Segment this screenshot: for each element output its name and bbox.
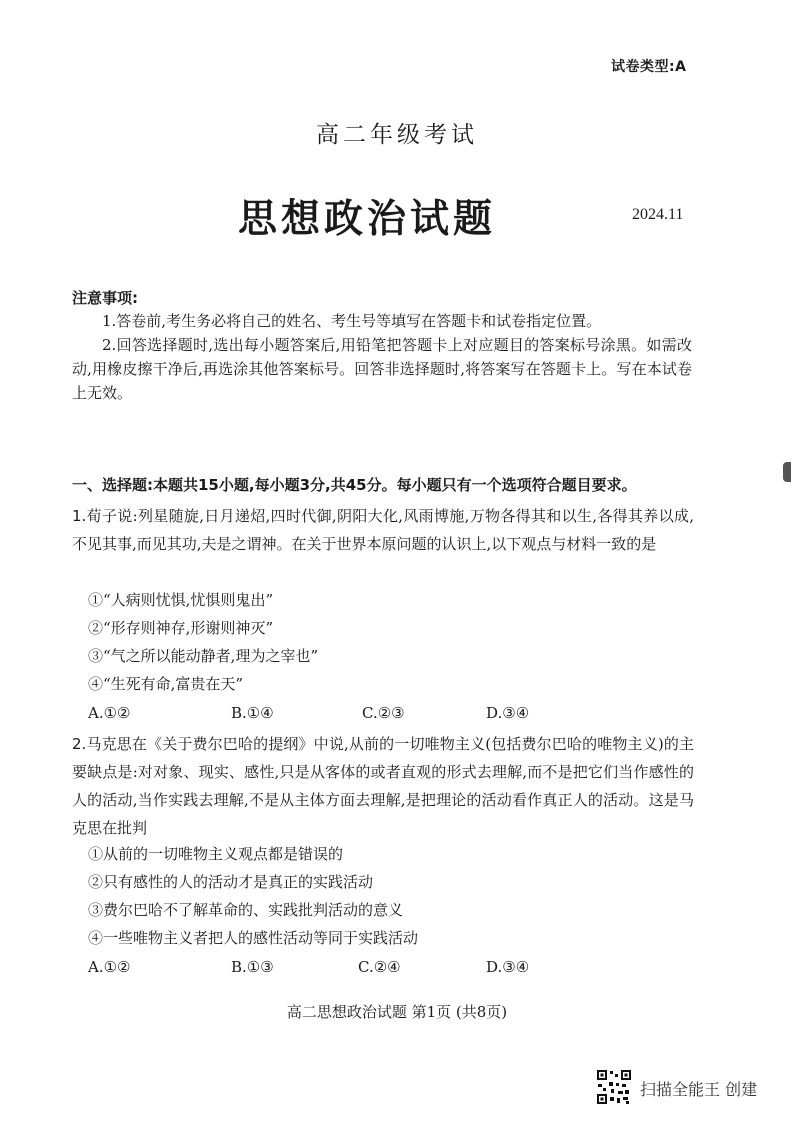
question-2-choice-d[interactable]: D.③④ <box>486 958 530 976</box>
question-2-statement-4: ④一些唯物主义者把人的感性活动等同于实践活动 <box>88 929 419 947</box>
page-footer: 高二思想政治试题 第1页 (共8页) <box>286 1003 508 1021</box>
question-1-choice-a[interactable]: A.①② <box>88 704 131 722</box>
question-2-text: 马克思在《关于费尔巴哈的提纲》中说,从前的一切唯物主义(包括费尔巴哈的唯物主义)的主要缺点是:对对象、现实、感性,只是从客体的或者直观的形式去理解,而不是把它们当作感性的人的活动,当作实践去理解,不是从主体方面去理解,是把理论的活动看作真正人的活动。这是马克思在批判 <box>72 735 694 837</box>
question-1-text: 荀子说:列星随旋,日月递炤,四时代御,阴阳大化,风雨博施,万物各得其和以生,各得其养以成,不见其事,而见其功,夫是之谓神。在关于世界本原问题的认识上,以下观点与材料一致的是 <box>72 507 694 553</box>
exam-grade: 高二年级考试 <box>316 122 478 148</box>
question-1-stem <box>72 502 694 558</box>
question-2-choice-c[interactable]: C.②④ <box>358 958 401 976</box>
question-1-statement-2: ②“形存则神存,形谢则神灭” <box>88 619 274 637</box>
question-1-statement-1: ①“人病则忧惧,忧惧则鬼出” <box>88 591 274 609</box>
question-1-choice-c[interactable]: C.②③ <box>362 704 405 722</box>
question-1-number: 1. <box>72 507 87 525</box>
question-2-choice-b[interactable]: B.①③ <box>231 958 274 976</box>
question-2-number: 2. <box>72 735 87 753</box>
paper-type-label: 试卷类型:A <box>611 59 687 75</box>
page-title: 思想政治试题 <box>237 196 496 242</box>
section-title: 一、选择题:本题共15小题,每小题3分,共45分。每小题只有一个选项符合题目要求。 <box>72 476 637 494</box>
question-1-choice-b[interactable]: B.①④ <box>231 704 274 722</box>
question-1-statement-3: ③“气之所以能动静者,理为之宰也” <box>88 647 319 665</box>
question-2-statement-1: ①从前的一切唯物主义观点都是错误的 <box>88 845 344 863</box>
qr-code-icon <box>596 1069 632 1105</box>
notice-title: 注意事项: <box>72 289 138 307</box>
question-1-statement-4: ④“生死有命,富贵在天” <box>88 675 244 693</box>
exam-date: 2024.11 <box>632 206 684 223</box>
scanner-watermark: 扫描全能王 创建 <box>640 1080 758 1099</box>
notice-item-1: 1.答卷前,考生务必将自己的姓名、考生号等填写在答题卡和试卷指定位置。 <box>102 312 602 330</box>
binder-mark <box>783 462 791 482</box>
question-2-statement-2: ②只有感性的人的活动才是真正的实践活动 <box>88 873 374 891</box>
question-2-choice-a[interactable]: A.①② <box>88 958 131 976</box>
question-2-stem <box>72 730 694 842</box>
notice-item-2: 2.回答选择题时,选出每小题答案后,用铅笔把答题卡上对应题目的答案标号涂黑。如需改动,用橡皮擦干净后,再选涂其他答案标号。回答非选择题时,将答案写在答题卡上。写在本试卷上无效。 <box>72 336 692 402</box>
question-1-choice-d[interactable]: D.③④ <box>486 704 530 722</box>
question-2-statement-3: ③费尔巴哈不了解革命的、实践批判活动的意义 <box>88 901 404 919</box>
